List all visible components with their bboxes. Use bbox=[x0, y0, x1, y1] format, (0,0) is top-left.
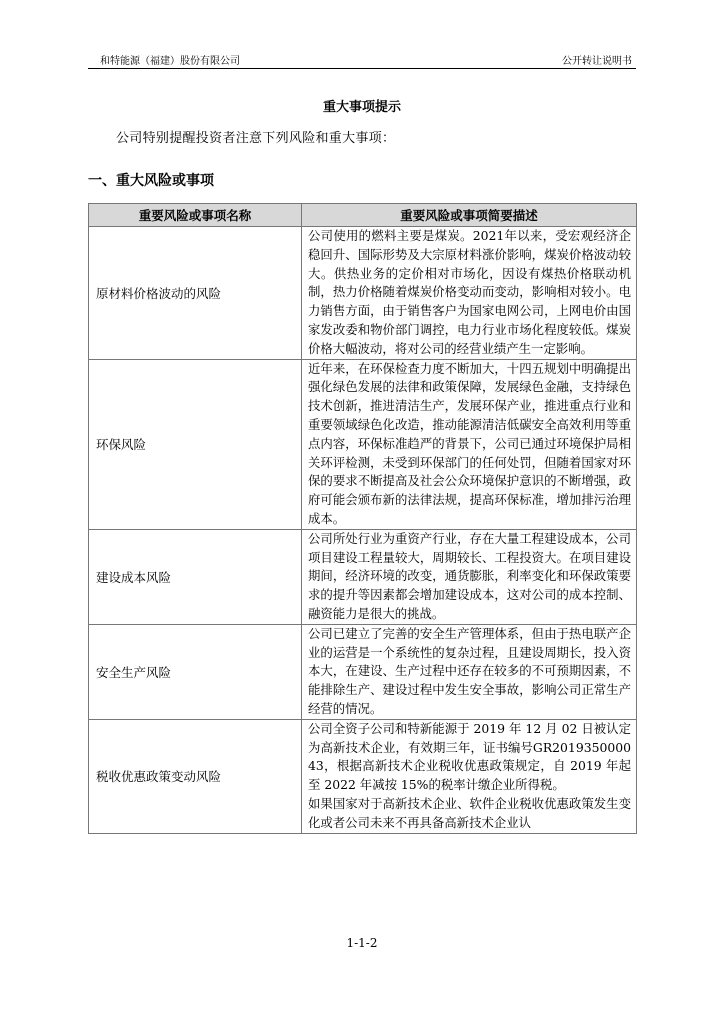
risk-description-paragraph: 公司使用的燃料主要是煤炭。2021年以来，受宏观经济企稳回升、国际形势及大宗原材料涨价影响，煤炭价格波动较大。供热业务的定价相对市场化，因设有煤热价格联动机制，热力价格随着煤炭价格变动而变动，影响相对较小。电力销售方面，由于销售客户为国家电网公司，上网电价由国家发改委和物价部门调控，电力行业市场化程度较低。煤炭价格大幅波动，将对公司的经营业绩产生一定影响。 bbox=[308, 228, 631, 356]
risk-description-paragraph: 公司全资子公司和特新能源于 2019 年 12 月 02 日被认定为高新技术企业，有效期三年，证书编号GR201935000043，根据高新技术企业税收优惠政策规定，自 2019 年起至 2022 年减按 15%的税率计缴企业所得税。 bbox=[308, 720, 631, 793]
table-row bbox=[89, 359, 637, 529]
table-row bbox=[89, 227, 637, 360]
risk-description-cell bbox=[302, 529, 637, 624]
column-header-risk-description: 重要风险或事项简要描述 bbox=[302, 204, 637, 227]
risk-description-paragraph: 公司所处行业为重资产行业，存在大量工程建设成本，公司项目建设工程量较大，周期较长、工程投资大。在项目建设期间，经济环境的改变，通货膨胀，利率变化和环保政策要求的提升等因素都会增加建设成本，这对公司的成本控制、融资能力是很大的挑战。 bbox=[308, 530, 631, 621]
risk-description-cell bbox=[302, 719, 637, 833]
risk-description-paragraph: 如果国家对于高新技术企业、软件企业税收优惠政策发生变化或者公司未来不再具备高新技术企业认 bbox=[308, 795, 631, 830]
table-row bbox=[89, 624, 637, 719]
risk-description-cell bbox=[302, 359, 637, 529]
header-document-type: 公开转让说明书 bbox=[562, 56, 632, 67]
risk-description-cell bbox=[302, 624, 637, 719]
header-company-name: 和特能源（福建）股份有限公司 bbox=[100, 56, 240, 67]
column-header-risk-name: 重要风险或事项名称 bbox=[89, 204, 302, 227]
risk-name-cell: 原材料价格波动的风险 bbox=[89, 227, 302, 360]
risk-name-cell: 环保风险 bbox=[89, 359, 302, 529]
risk-name-cell: 安全生产风险 bbox=[89, 624, 302, 719]
table-row bbox=[89, 529, 637, 624]
risk-name-cell: 建设成本风险 bbox=[89, 529, 302, 624]
page-number: 1-1-2 bbox=[346, 936, 378, 950]
page-title: 重大事项提示 bbox=[322, 100, 401, 115]
risk-description-cell bbox=[302, 227, 637, 360]
section-heading: 一、重大风险或事项 bbox=[88, 173, 214, 189]
table-row bbox=[89, 719, 637, 833]
risk-description-paragraph: 近年来，在环保检查力度不断加大，十四五规划中明确提出强化绿色发展的法律和政策保障，发展绿色金融，支持绿色技术创新，推进清洁生产，发展环保产业，推进重点行业和重要领域绿色化改造，推动能源清洁低碳安全高效利用等重点内容，环保标准趋严的背景下，公司已通过环境保护局相关环评检测，未受到环保部门的任何处罚，但随着国家对环保的要求不断提高及社会公众环境保护意识的不断增强，政府可能会颁布新的法律法规，提高环保标准，增加排污治理成本。 bbox=[308, 360, 631, 526]
table-header-row bbox=[89, 204, 637, 227]
risk-description-paragraph: 公司已建立了完善的安全生产管理体系，但由于热电联产企业的运营是一个系统性的复杂过程，且建设周期长，投入资本大，在建设、生产过程中还存在较多的不可预期因素，不能排除生产、建设过程中发生安全事故，影响公司正常生产经营的情况。 bbox=[308, 625, 631, 716]
risk-table bbox=[88, 203, 637, 834]
page-header bbox=[88, 50, 636, 69]
intro-paragraph: 公司特别提醒投资者注意下列风险和重大事项： bbox=[116, 131, 396, 146]
risk-name-cell: 税收优惠政策变动风险 bbox=[89, 719, 302, 833]
